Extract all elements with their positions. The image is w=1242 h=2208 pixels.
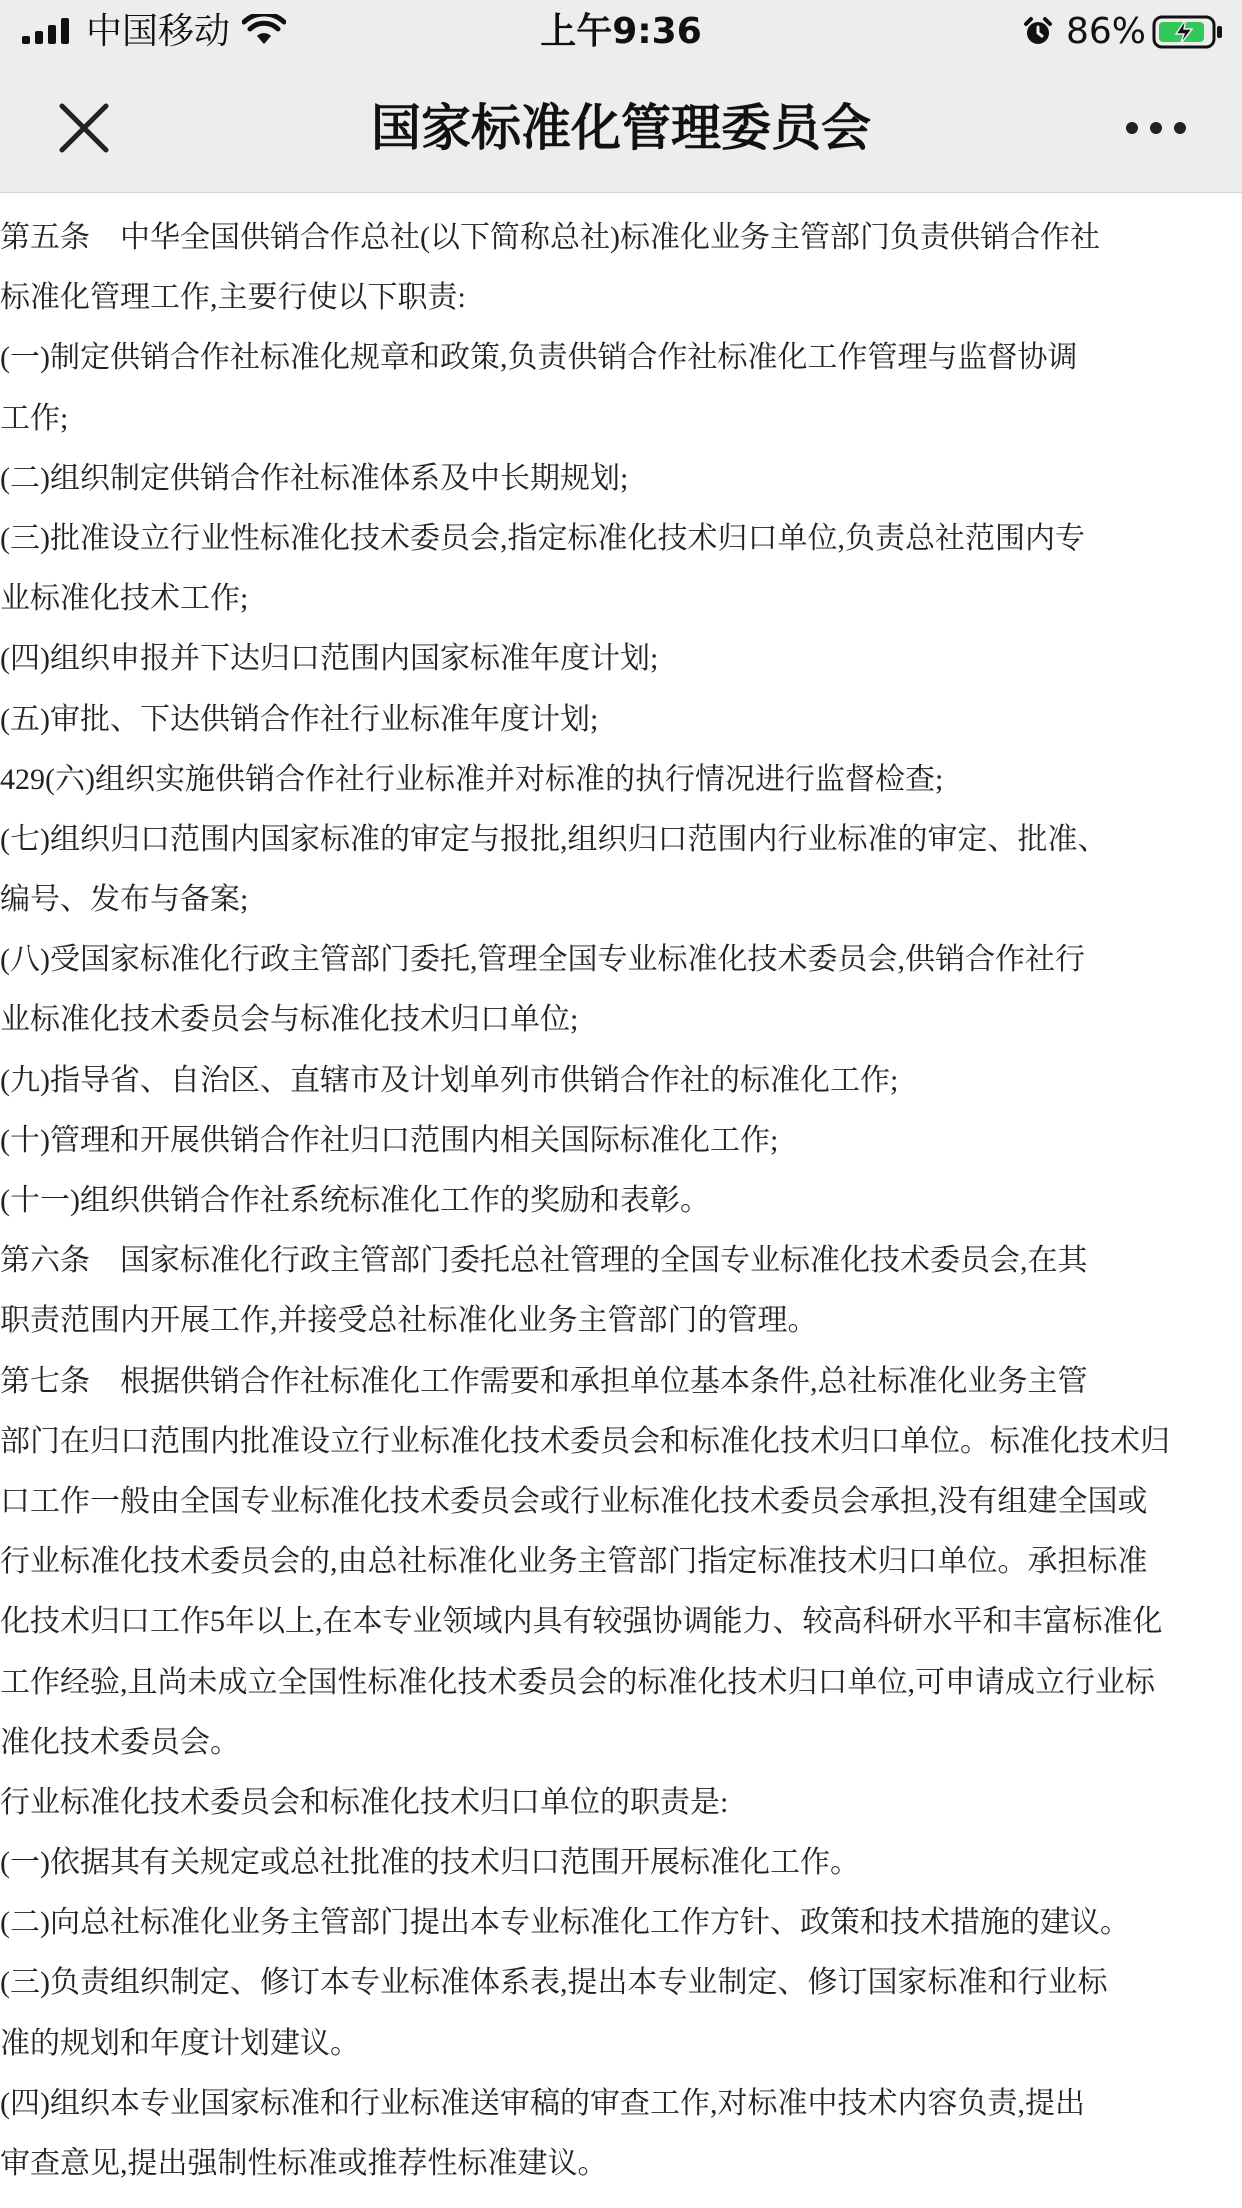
article-line: (八)受国家标准化行政主管部门委托,管理全国专业标准化技术委员会,供销合作社行 (0, 943, 1085, 977)
article-line: (四)组织申报并下达归口范围内国家标准年度计划; (0, 642, 659, 676)
article-line: (一)依据其有关规定或总社批准的技术归口范围开展标准化工作。 (0, 1846, 860, 1880)
article-line: 准化技术委员会。 (0, 1725, 240, 1759)
article-line: 职责范围内开展工作,并接受总社标准化业务主管部门的管理。 (0, 1304, 818, 1338)
article-line: (九)指导省、自治区、直辖市及计划单列市供销合作社的标准化工作; (0, 1063, 899, 1097)
article-line: 第六条 国家标准化行政主管部门委托总社管理的全国专业标准化技术委员会,在其 (0, 1244, 1088, 1278)
article-line: 第七条 根据供销合作社标准化工作需要和承担单位基本条件,总社标准化业务主管 (0, 1364, 1088, 1398)
article-line: (二)组织制定供销合作社标准体系及中长期规划; (0, 461, 629, 495)
article-line: (三)负责组织制定、修订本专业标准体系表,提出本专业制定、修订国家标准和行业标 (0, 1966, 1108, 2000)
article-line: 工作经验,且尚未成立全国性标准化技术委员会的标准化技术归口单位,可申请成立行业标 (0, 1665, 1155, 1699)
article-line: (二)向总社标准化业务主管部门提出本专业标准化工作方针、政策和技术措施的建议。 (0, 1906, 1130, 1940)
article-line: 标准化管理工作,主要行使以下职责: (0, 281, 466, 315)
article-line: (七)组织归口范围内国家标准的审定与报批,组织归口范围内行业标准的审定、批准、 (0, 822, 1108, 856)
article-line: (十)管理和开展供销合作社归口范围内相关国际标准化工作; (0, 1123, 779, 1157)
article-line: (一)制定供销合作社标准化规章和政策,负责供销合作社标准化工作管理与监督协调 (0, 341, 1078, 375)
navigation-bar (0, 64, 1242, 193)
article-line: 化技术归口工作5年以上,在本专业领域内具有较强协调能力、较高科研水平和丰富标准化 (0, 1605, 1163, 1639)
article-line: 业标准化技术工作; (0, 582, 249, 616)
article-line: (四)组织本专业国家标准和行业标准送审稿的审查工作,对标准中技术内容负责,提出 (0, 2086, 1085, 2120)
carrier-label: 中国移动 (86, 11, 231, 52)
article-line: 行业标准化技术委员会的,由总社标准化业务主管部门指定标准技术归口单位。承担标准 (0, 1545, 1148, 1579)
article-line: 429(六)组织实施供销合作社行业标准并对标准的执行情况进行监督检查; (0, 762, 944, 796)
article-line: 审查意见,提出强制性标准或推荐性标准建议。 (0, 2147, 608, 2180)
article-body (0, 208, 1242, 2194)
article-line: 准的规划和年度计划建议。 (0, 2026, 360, 2060)
article-line: 编号、发布与备案; (0, 883, 249, 917)
article-line: 业标准化技术委员会与标准化技术归口单位; (0, 1003, 579, 1037)
page-title: 国家标准化管理委员会 (371, 99, 871, 157)
battery-percentage: 86% (1066, 11, 1147, 52)
article-line: 行业标准化技术委员会和标准化技术归口单位的职责是: (0, 1785, 729, 1819)
article-line: 口工作一般由全国专业标准化技术委员会或行业标准化技术委员会承担,没有组建全国或 (0, 1484, 1148, 1518)
alarm-icon (1022, 16, 1054, 52)
status-time: 上午9:36 (540, 11, 702, 52)
article-line: 部门在归口范围内批准设立行业标准化技术委员会和标准化技术归口单位。标准化技术归 (0, 1424, 1170, 1458)
more-icon[interactable] (1126, 114, 1186, 142)
battery-charging-icon (1152, 15, 1224, 53)
status-bar (0, 0, 1242, 64)
article-line: (三)批准设立行业性标准化技术委员会,指定标准化技术归口单位,负责总社范围内专 (0, 521, 1085, 555)
article-line: 工作; (0, 401, 69, 435)
article-line: (十一)组织供销合作社系统标准化工作的奖励和表彰。 (0, 1184, 710, 1217)
article-line: 第五条 中华全国供销合作总社(以下简称总社)标准化业务主管部门负责供销合作社 (0, 221, 1100, 254)
article-line: (五)审批、下达供销合作社行业标准年度计划; (0, 702, 599, 736)
